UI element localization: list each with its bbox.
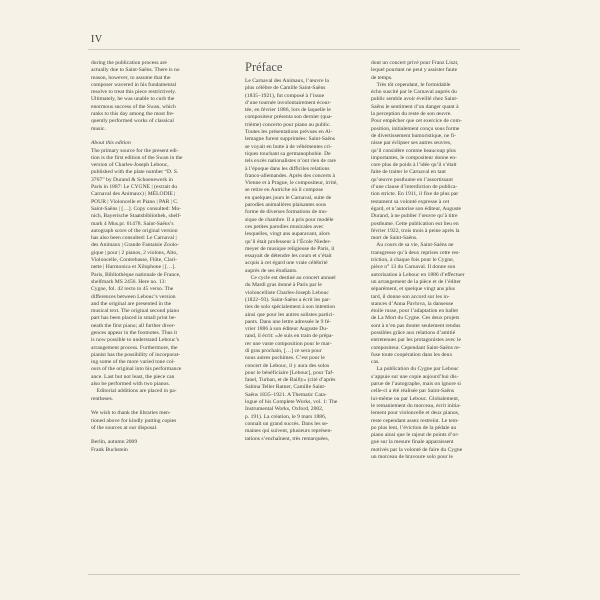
text-line: possibles grâce aux relations d’amitié	[371, 329, 456, 336]
text-line: tion is the first edition of the Swan in the	[91, 154, 183, 161]
text-line: p. 191). La création, le 9 mars 1886,	[245, 413, 327, 420]
text-line: auprès de ses étudiants.	[245, 267, 298, 274]
text-line: tels excès nationalistes n’ont rien de rare	[245, 158, 337, 165]
text-line: tations s’enchaînent, très remarquées,	[245, 435, 330, 442]
text-line: Très tôt cependant, le formidable	[371, 81, 451, 88]
text-line: essayait de détendre les cours et s’était	[245, 253, 332, 260]
text-line: music.	[91, 125, 106, 132]
text-line: ours of the original into his performance	[91, 366, 182, 373]
text-line: concert de Lebouc, il y aura des solos	[245, 362, 330, 369]
para-preface-2	[245, 275, 367, 443]
text-line: séparément, et quelque vingt ans plus	[371, 286, 455, 293]
text-line: égard, et n’autorise son éditeur, Auguste	[371, 205, 462, 212]
text-line: ing some of the more varied tone col-	[91, 359, 176, 366]
text-line: of the sources at our disposal.	[91, 424, 158, 431]
text-line: se retire en Autriche où il compose	[245, 187, 323, 194]
text-line: qu’œuvre posthume en l’assortissant	[371, 176, 453, 183]
text-line: resolve to treat this piece restrictively.	[91, 89, 177, 96]
preface-heading: Préface	[245, 60, 283, 74]
text-line: tiques touchant sa germanophobie. De	[245, 150, 331, 157]
text-line: nous autres pochimes. C’est pour le	[245, 355, 325, 362]
text-line: pianist has the possibility of incorporat-	[91, 351, 181, 358]
text-line: violoncelliste Charles-Joseph Lebouc	[245, 289, 329, 296]
column-english	[91, 60, 211, 454]
text-line: enormous success of the Swan, which	[91, 103, 176, 110]
text-line: version of Charles-Joseph Lebouc,	[91, 162, 169, 169]
text-line: Ce cycle est destiné au concert annuel	[245, 275, 336, 282]
text-line: nette | Harmonica et Xilophone | […].	[91, 264, 176, 271]
text-line: dont un concert privé pour Franz Liszt,	[371, 60, 459, 66]
text-line: (1835–1921), fut composé à l’issue	[245, 92, 325, 99]
text-line: autograph score of the original version	[91, 227, 178, 234]
text-line: mark 4 Mus.pr. 61478. Saint-Saëns’s	[91, 220, 174, 227]
text-line: d’une clause d’interdiction de publica-	[371, 184, 458, 191]
text-line: connaît un grand succès. Dans les se-	[245, 420, 329, 427]
text-line: Vienne et à Prague, le compositeur, irrité,	[245, 180, 338, 187]
text-line: maines qui suivent, plusieurs représen-	[245, 428, 333, 435]
text-line: Le Carnaval des Animaux, l’œuvre la	[245, 78, 329, 84]
text-line: and the original are presented in the	[91, 300, 172, 307]
text-line: à l’époque dans les difficiles relations	[245, 165, 330, 172]
text-line: Violoncelle, Contrebasse, Flûte, Clari-	[91, 257, 178, 264]
text-line: tion stricte. En 1911, il fixe de plus par	[371, 191, 459, 198]
text-line: tioned above for kindly putting copies	[91, 417, 177, 424]
text-line: acquis à cet égard une vraie célébrité	[245, 260, 328, 267]
text-line: autorisation à Lebouc en 1886 d’effectuer	[371, 271, 465, 278]
text-line: fuse toute coopération dans les deux	[371, 351, 453, 358]
text-line: lesquelles, vingt ans auparavant, alors	[245, 231, 330, 238]
text-line: La publication du Cygne par Lebouc	[371, 366, 459, 373]
text-line: logue of his Complete Works, vol. 1: The	[245, 399, 338, 406]
text-line: compositeur présenta son dernier (qua-	[245, 114, 333, 121]
text-line: un arrangement de la pièce et de l’éditer	[371, 278, 461, 285]
text-line: vrier 1886 à son éditeur Auguste Du-	[245, 326, 328, 333]
text-line: nich, Bayerische Staatsbibliothek, shelf-	[91, 213, 182, 220]
text-line: pour le bénéficiaire [Lebouc], pour Taf-	[245, 369, 334, 376]
text-line: février 1922, trois mois à peine après la	[371, 227, 460, 234]
text-line: POUR | Violoncelle et Piano | PAR | C.	[91, 198, 179, 205]
text-line: des Animaux | Grande Fantaisie Zoolo-	[91, 242, 179, 249]
text-line: gique | pour | 2 pianos, 2 violons, Alto,	[91, 249, 178, 256]
text-line: franco-allemandes. Après des concerts à	[245, 172, 335, 179]
text-line: Pour empêcher que cet exercice de com-	[371, 118, 462, 125]
text-line: Ultimately, he was unable to curb the	[91, 96, 175, 103]
text-line: ainsi que pour les autres solistes partici-	[245, 311, 335, 318]
text-line: compositeur. Cependant Saint-Saëns re-	[371, 344, 461, 351]
text-line: gences appear in the footnotes. Thus it	[91, 329, 178, 336]
text-line: Saëns 1835–1921. A Thematic Cata-	[245, 391, 327, 398]
about-edition-heading: About this edition	[91, 140, 131, 147]
text-line: Instrumental Works, Oxford, 2002,	[245, 406, 324, 413]
text-line: neath the first piano; all further diver-	[91, 322, 176, 329]
text-line: quently performed works of classical	[91, 118, 174, 125]
text-line: lemagne furent supprimées: Saint-Saëns	[245, 136, 335, 143]
para-intro	[91, 60, 211, 133]
text-line: Paris in 1887: Le CYGNE | (extrait du	[91, 184, 178, 191]
text-line: importantes, le compositeur donne en-	[371, 154, 457, 161]
text-line: (1822–93). Saint-Saëns a écrit les par-	[245, 296, 331, 303]
text-line: Carnaval des Animaux) | MÉLODIE |	[91, 191, 176, 198]
text-line: Berlin, autumn 2009	[91, 439, 138, 446]
column-french-2	[371, 60, 493, 461]
text-line: rand, il écrit: «Je suis en train de prépa-	[245, 333, 334, 340]
text-line: ranks to this day among the most fre-	[91, 111, 175, 118]
text-line: Sabina Teller Ratner, Camille Saint-	[245, 384, 326, 391]
text-line: motivés par la volonté de faire du Cygne	[371, 446, 463, 453]
text-line: Au cours de sa vie, Saint-Saëns ne	[371, 242, 454, 249]
text-line: lement pour violoncelle et deux pianos,	[371, 410, 460, 417]
text-line: during the publication process are	[91, 60, 167, 66]
text-line: rer une vaste composition pour le mar-	[245, 340, 332, 347]
text-line: di gras prochain, […] ce sera pour	[245, 347, 322, 354]
text-line: Saint-Saëns | […]. Copy consulted: Mu-	[91, 205, 181, 212]
text-line: de divertissement humoristique, ne fi-	[371, 132, 456, 139]
text-line: reason, however, to assume that the	[91, 74, 171, 81]
text-line: ces petites parodies musicales avec	[245, 223, 324, 230]
text-line: Durand, à ne publier l’œuvre qu’à titre	[371, 213, 458, 220]
text-line: cas.	[371, 359, 380, 366]
text-line: faite de traiter le Carnaval en tant	[371, 169, 446, 176]
para-about	[91, 148, 211, 403]
text-line: Saëns le sentiment d’un danger quant à	[371, 103, 459, 110]
text-line: musical text. The original second piano	[91, 308, 180, 315]
text-line: lequel pourtant ne peut y assister faute	[371, 67, 458, 74]
text-line: stances d’Anna Pavlova, la danseuse	[371, 300, 454, 307]
text-line: s’appuie sur une copie aujourd’hui dis-	[371, 373, 459, 380]
text-line: plus célèbre de Camille Saint-Saëns	[245, 85, 326, 92]
text-line: d’une tournée involontairement écour-	[245, 99, 332, 106]
text-line: composer wavered in his fundamental	[91, 81, 177, 88]
text-line: lui-même ou par Lebouc. Globalement,	[371, 395, 460, 402]
text-line: po plus lent, l’éviction de la pédale au	[371, 424, 457, 431]
text-line: actually due to Saint-Saëns. There is no	[91, 67, 180, 74]
text-line: étoile russe, pour l’adaptation en ballet	[371, 308, 458, 315]
text-line: nisse par éclipser ses autres œuvres,	[371, 140, 452, 147]
text-line: mort de Saint-Saëns.	[371, 235, 418, 242]
text-line: parue de l’autographe, mais on ignore si	[371, 381, 461, 388]
text-line: en quelques jours le Carnaval, suite de	[245, 194, 332, 201]
text-line: Frank Buchstein	[91, 446, 128, 453]
text-line: parodies animalières plaisantes sous	[245, 202, 326, 209]
text-line: tée, en février 1886, lors de laquelle le	[245, 107, 331, 114]
para-thanks	[91, 410, 211, 432]
text-line: de temps.	[371, 74, 393, 81]
text-line: part has been placed in small print be-	[91, 315, 177, 322]
text-line: We wish to thank the libraries men-	[91, 410, 171, 417]
text-line: ance. Last but not least, the piece can	[91, 373, 175, 380]
text-line: le remaniement du morceau, écrit initia-	[371, 402, 461, 409]
text-line: arrangement process. Furthermore, the	[91, 344, 178, 351]
text-line: also be performed with two pianos.	[91, 381, 170, 388]
text-line: Cygne, fol. 42 recto to 45 verso. The	[91, 286, 174, 293]
text-line: un morceau de bravoure solo pour le	[371, 454, 454, 461]
text-line: trième) concerto pour piano au public.	[245, 121, 331, 128]
text-line: core plus de poids à l’idée qu’il s’était	[371, 162, 457, 169]
text-line: piano ainsi que le rajout de points d’or-	[371, 432, 459, 439]
text-line: The primary source for the present edi-	[91, 147, 179, 154]
text-line: position, initialement conçu sous forme	[371, 125, 460, 132]
text-line: is now possible to understand Lebouc’s	[91, 337, 180, 344]
signature	[91, 439, 211, 454]
text-line: de La Mort du Cygne. Ces deux projets	[371, 315, 460, 322]
text-line: has also been consulted: Le Carnaval |	[91, 235, 177, 242]
text-line: qu’il considère comme beaucoup plus	[371, 147, 456, 154]
text-line: tard, il donne son accord sur les in-	[371, 293, 450, 300]
text-line: 3767” by Durand & Schoenewerk in	[91, 176, 173, 183]
text-line: forme de diverses formations de mu-	[245, 209, 328, 216]
text-line: testament sa volonté expresse à cet	[371, 198, 450, 205]
text-line: Paris, Bibliothèque nationale de France,	[91, 271, 181, 278]
text-line: triction, à chaque fois pour le Cygne,	[371, 257, 454, 264]
text-line: celle-ci a été réalisée par Saint-Saëns	[371, 388, 455, 395]
text-line: reste cependant assez restreint. Le tem-	[371, 417, 459, 424]
text-line: fanel, Turban, et de Bailly» (cité d’après	[245, 377, 336, 384]
text-line: Editorial additions are placed in pa-	[91, 388, 177, 395]
text-line: published with the plate number “D. S.	[91, 169, 179, 176]
text-line: Toutes les présentations prévues en Al-	[245, 129, 333, 136]
text-line: ties de solo spécialement à son intention	[245, 304, 336, 311]
text-line: sont à n’en pas douter seulement rendus	[371, 322, 461, 329]
text-line: gue sur la mesure finale apparaissent	[371, 439, 454, 446]
text-line: sique de chambre. Il a pris pour modèle	[245, 216, 334, 223]
text-line: se voyait en butte à de véhémentes cri-	[245, 143, 332, 150]
text-line: meyer de musique religieuse de Paris, il	[245, 245, 335, 252]
text-line: pièce n° 13 du Carnaval. Il donne son	[371, 264, 456, 271]
text-line: entretenues par les protagonistes avec le	[371, 337, 461, 344]
column-french-1	[245, 60, 367, 443]
text-line: rentheses.	[91, 395, 114, 402]
text-line: differences between Lebouc’s version	[91, 293, 176, 300]
text-line: écho suscité par le Carnaval auprès du	[371, 89, 457, 96]
para-preface-1	[245, 78, 367, 275]
text-line: du Mardi gras donné à Paris par le	[245, 282, 322, 289]
text-line: la perception du reste de son œuvre.	[371, 111, 452, 118]
text-line: pants. Dans une lettre adressée le 9 fé-	[245, 318, 332, 325]
text-line: transgresse qu’à deux reprises cette res-	[371, 249, 460, 256]
text-line: shelfmark MS 2456. Here no. 13:	[91, 278, 167, 285]
text-line: qu’il était professeur à l’École Nieder-	[245, 238, 332, 245]
text-line: public semble avoir éveillé chez Saint-	[371, 96, 458, 103]
para-preface-3	[371, 60, 493, 461]
footer-rule	[88, 574, 520, 575]
header-rule	[88, 49, 520, 50]
text-line: posthume. Cette publication eut lieu en	[371, 220, 459, 227]
page-number: IV	[91, 34, 103, 45]
